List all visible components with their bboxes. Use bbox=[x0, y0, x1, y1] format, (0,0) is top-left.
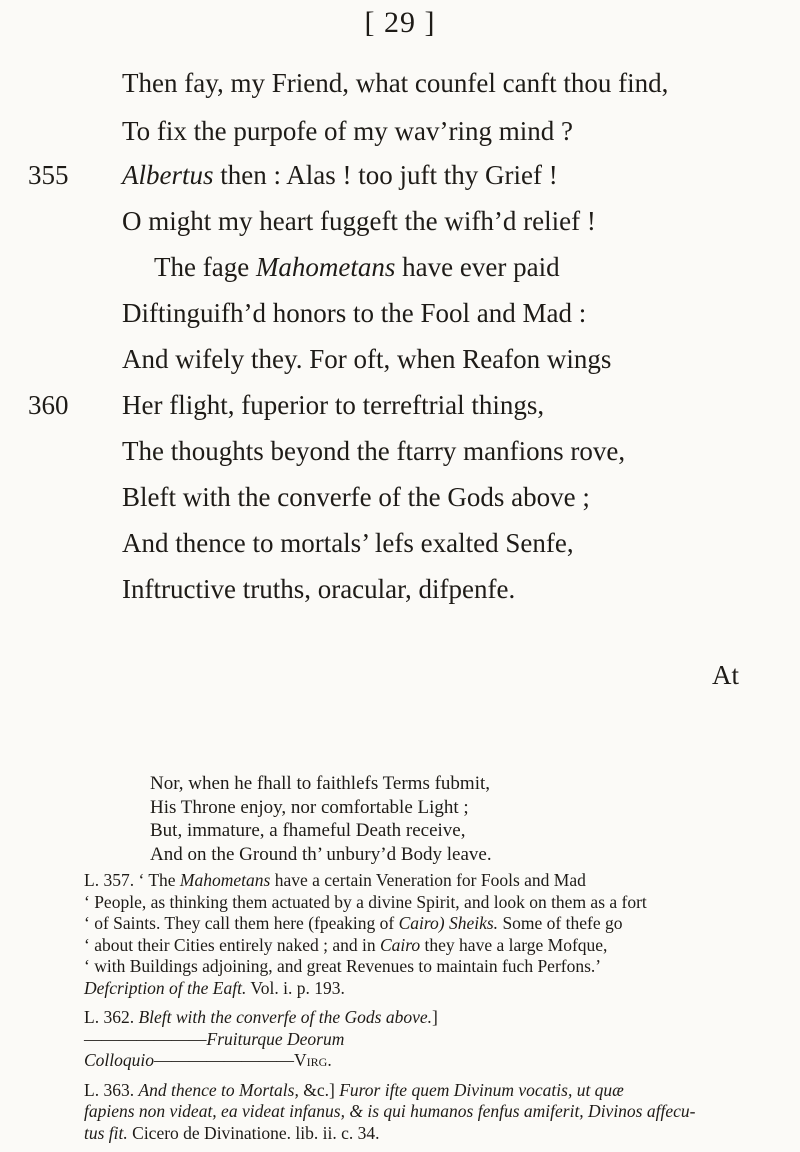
poem-line: O might my heart fuggeft the wifh’d relief ! bbox=[122, 206, 596, 236]
poem-line: Diftinguifh’d honors to the Fool and Mad : bbox=[122, 298, 587, 328]
excerpt-line: His Throne enjoy, nor comfortable Light ; bbox=[150, 796, 469, 818]
catchword: At bbox=[712, 660, 739, 690]
poem-line: The thoughts beyond the ftarry manfions rove, bbox=[122, 436, 626, 466]
poem-line: Her flight, fuperior to terreftrial things, bbox=[122, 390, 545, 420]
footnote-362: L. 362. Bleft with the converfe of the Gods above.] ———————Fruiturque Deorum Colloquio————————Virg. bbox=[84, 1007, 438, 1070]
poem-line: And wifely they. For oft, when Reafon wings bbox=[122, 344, 612, 374]
poem-line: And thence to mortals’ lefs exalted Senfe, bbox=[122, 528, 574, 558]
quoted-excerpt bbox=[150, 772, 710, 866]
poem-line: Inftructive truths, oracular, difpenfe. bbox=[122, 574, 516, 604]
footnote-363: L. 363. And thence to Mortals, &c.] Furor ifte quem Divinum vocatis, ut quæ fapiens non videat, ea videat infanus, & is qui humanos fenfus amiferit, Divinos affecu- tus fit. Cicero de Divinatione. lib. ii. c. 34. bbox=[84, 1079, 696, 1143]
excerpt-line: Nor, when he fhall to faithlefs Terms fubmit, bbox=[150, 773, 491, 794]
poem-line: Then fay, my Friend, what counfel canft thou find, bbox=[122, 68, 669, 98]
speaker-name: Albertus bbox=[122, 160, 214, 190]
poem-line: To fix the purpofe of my wav’ring mind ? bbox=[122, 116, 573, 146]
poem-line: The fage Mahometans have ever paid bbox=[154, 252, 560, 282]
line-number: 360 bbox=[28, 390, 69, 420]
footnote-357: L. 357. ‘ The Mahometans have a certain Veneration for Fools and Mad ‘ People, as thinking them actuated by a divine Spirit, and look on them as a fort ‘ of Saints. They call them here (fpeaking of Cairo) Sheiks. Some of thefe go ‘ about their Cities entirely naked ; and in Cairo they have a large Mofque, ‘ with Buildings adjoining, and great Revenues to maintain fuch Perfons.’ Defcription of the Eaft. Vol. i. p. 193. bbox=[84, 870, 647, 998]
excerpt-line: But, immature, a fhameful Death receive, bbox=[150, 820, 466, 841]
page-number: [ 29 ] bbox=[364, 6, 436, 39]
line-number: 355 bbox=[28, 160, 69, 190]
poem-line: Bleft with the converfe of the Gods above ; bbox=[122, 482, 590, 512]
poem-line: Albertus then : Alas ! too juft thy Grief ! bbox=[122, 160, 558, 190]
footnotes bbox=[84, 870, 764, 1152]
excerpt-line: And on the Ground th’ unbury’d Body leave. bbox=[150, 843, 492, 865]
